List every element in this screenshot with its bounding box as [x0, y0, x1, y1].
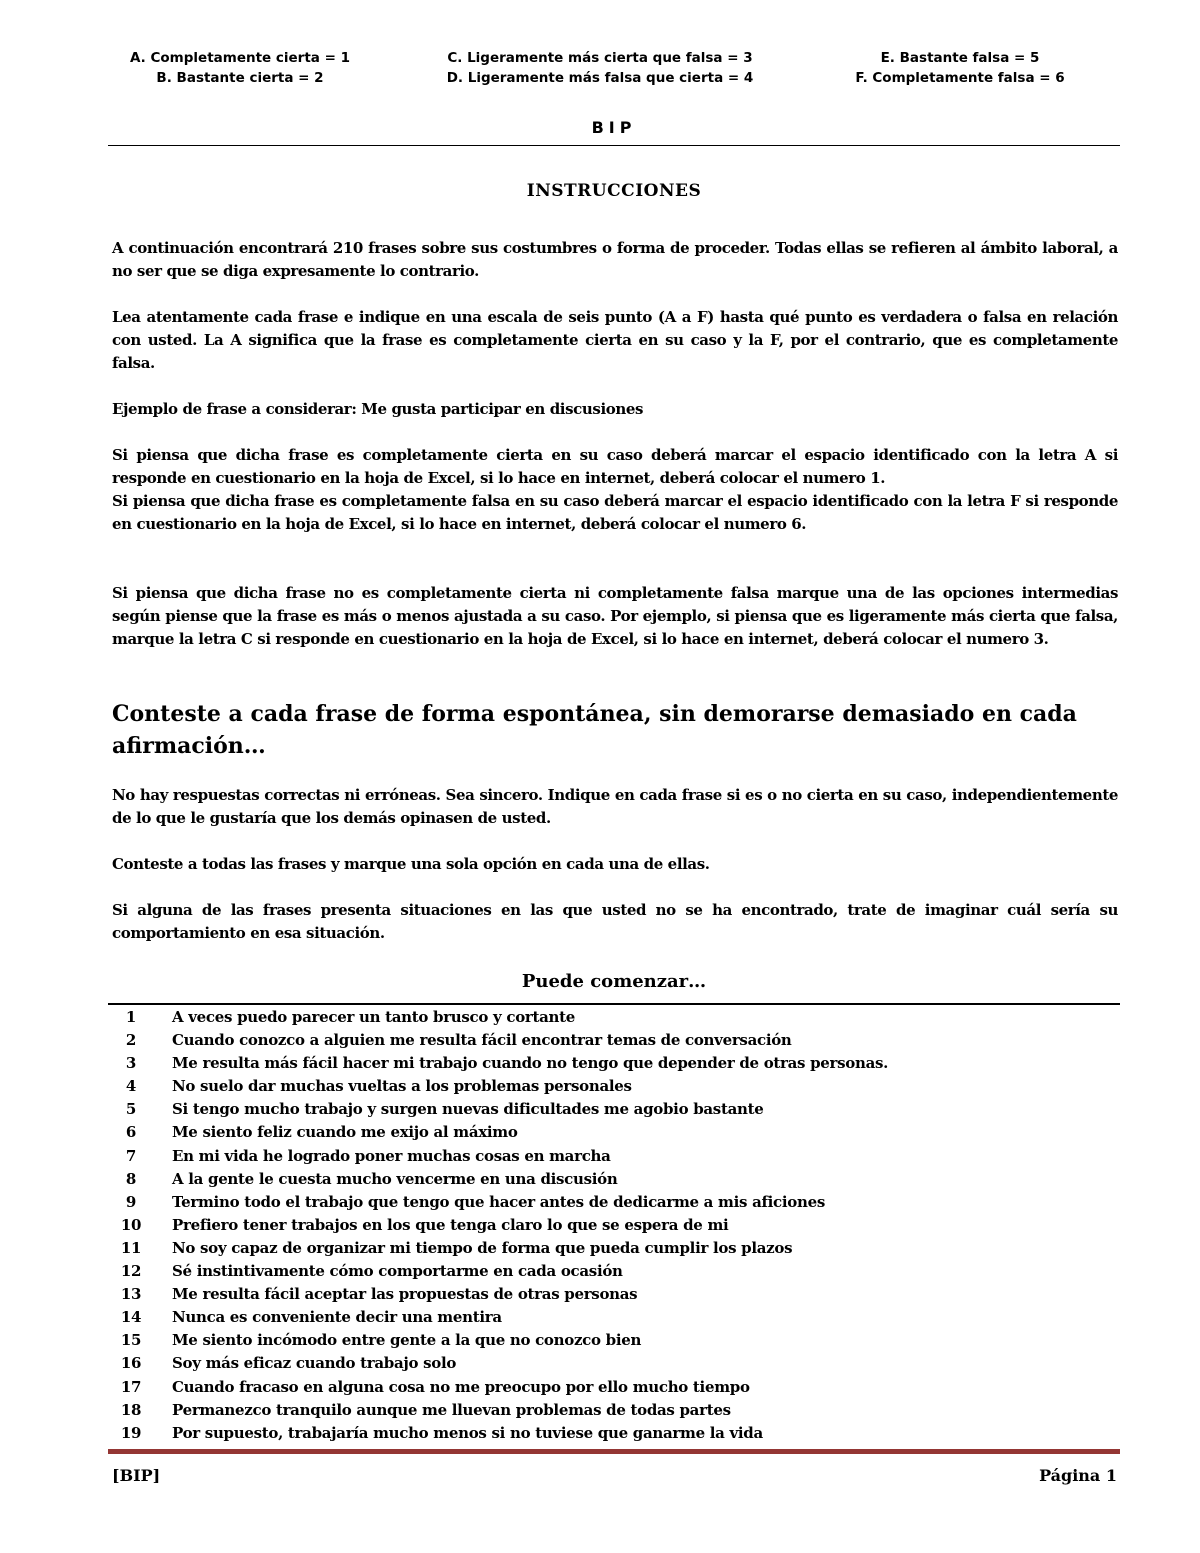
- instructions-paragraph-2: Lea atentamente cada frase e indique en una escala de seis punto (A a F) hasta qué punto es verdadera o falsa en relación con usted. La A significa que la frase es completamente cierta en su caso y la F, por el contrario, que es completamente falsa.: [112, 308, 1118, 372]
- item-text: Me resulta más fácil hacer mi trabajo cuando no tengo que depender de otras personas.: [172, 1054, 889, 1073]
- item-number: 1: [125, 1008, 137, 1026]
- item-text: Me siento incómodo entre gente a la que no conozco bien: [172, 1331, 642, 1350]
- list-item: [108, 1192, 1120, 1215]
- item-text: Termino todo el trabajo que tengo que hacer antes de dedicarme a mis aficiones: [172, 1192, 825, 1211]
- footer-document-code: [BIP]: [112, 1466, 161, 1485]
- scale-option-b: B. Bastante cierta = 2: [156, 70, 324, 86]
- list-item: [108, 1215, 1120, 1238]
- list-item: [108, 1099, 1120, 1122]
- item-number: 17: [120, 1377, 142, 1396]
- item-text: No soy capaz de organizar mi tiempo de forma que pueda cumplir los plazos: [172, 1238, 793, 1257]
- item-number: 9: [125, 1192, 137, 1211]
- item-text: A veces puedo parecer un tanto brusco y cortante: [172, 1008, 576, 1026]
- footer-page-number: Página 1: [1039, 1466, 1117, 1485]
- document-title: BIP: [591, 118, 637, 137]
- item-text: Me siento feliz cuando me exijo al máximo: [172, 1123, 518, 1142]
- item-text: Si tengo mucho trabajo y surgen nuevas dificultades me agobio bastante: [172, 1100, 764, 1119]
- instructions-paragraph-false: Si piensa que dicha frase es completamente falsa en su caso deberá marcar el espacio identificado con la letra F si responde en cuestionario en la hoja de Excel, si lo hace en internet, deberá colocar el numero 6.: [112, 492, 1118, 533]
- instructions-paragraph-answer-all: Conteste a todas las frases y marque una sola opción en cada una de ellas.: [112, 855, 710, 873]
- item-text: Permanezco tranquilo aunque me lluevan problemas de todas partes: [172, 1400, 731, 1419]
- list-item: [108, 1284, 1120, 1307]
- scale-option-a: A. Completamente cierta = 1: [129, 50, 351, 66]
- item-text: En mi vida he logrado poner muchas cosas en marcha: [172, 1146, 611, 1165]
- list-item: [108, 1353, 1120, 1376]
- item-text: Prefiero tener trabajos en los que tenga claro lo que se espera de mi: [172, 1215, 729, 1234]
- item-text: A la gente le cuesta mucho vencerme en una discusión: [172, 1169, 618, 1188]
- scale-option-e: E. Bastante falsa = 5: [880, 50, 1040, 66]
- list-item: [108, 1146, 1120, 1169]
- instructions-paragraph-true: Si piensa que dicha frase es completamente cierta en su caso deberá marcar el espacio identificado con la letra A si responde en cuestionario en la hoja de Excel, si lo hace en internet, deberá colocar el numero 1.: [112, 446, 1118, 487]
- scale-option-d: D. Ligeramente más falsa que cierta = 4: [446, 70, 754, 86]
- example-sentence: Ejemplo de frase a considerar: Me gusta participar en discusiones: [112, 400, 644, 418]
- item-number: 19: [120, 1423, 142, 1442]
- item-text: Me resulta fácil aceptar las propuestas de otras personas: [172, 1285, 638, 1304]
- list-item: [108, 1377, 1120, 1400]
- list-item: [108, 1423, 1120, 1446]
- list-item: [108, 1307, 1120, 1330]
- item-number: 2: [125, 1031, 137, 1050]
- item-number: 12: [120, 1262, 142, 1281]
- scale-option-c: C. Ligeramente más cierta que falsa = 3: [447, 50, 753, 66]
- list-item: [108, 1076, 1120, 1099]
- list-item: [108, 1330, 1120, 1353]
- item-number: 15: [120, 1331, 142, 1350]
- instructions-paragraph-imagine: Si alguna de las frases presenta situaciones en las que usted no se ha encontrado, trate de imaginar cuál sería su comportamiento en esa situación.: [112, 901, 1118, 942]
- item-text: Por supuesto, trabajaría mucho menos si no tuviese que ganarme la vida: [172, 1423, 763, 1442]
- scale-option-f: F. Completamente falsa = 6: [855, 70, 1065, 86]
- title-divider: [108, 145, 1120, 146]
- instructions-paragraph-1: A continuación encontrará 210 frases sobre sus costumbres o forma de proceder. Todas ellas se refieren al ámbito laboral, a no ser que se diga expresamente lo contrario.: [112, 239, 1118, 280]
- item-number: 5: [125, 1100, 137, 1119]
- footer-bar: [108, 1449, 1120, 1454]
- item-number: 16: [120, 1354, 142, 1373]
- items-divider: [108, 1003, 1120, 1005]
- list-item: [108, 1053, 1120, 1076]
- item-text: Cuando conozco a alguien me resulta fácil encontrar temas de conversación: [172, 1031, 792, 1050]
- list-item: [108, 1261, 1120, 1284]
- item-number: 4: [125, 1077, 137, 1096]
- instructions-paragraph-sincere: No hay respuestas correctas ni erróneas. Sea sincero. Indique en cada frase si es o no cierta en su caso, independientemente de lo que le gustaría que los demás opinasen de usted.: [112, 786, 1118, 827]
- item-text: Soy más eficaz cuando trabajo solo: [172, 1354, 457, 1373]
- list-item: [108, 1122, 1120, 1145]
- item-number: 7: [125, 1146, 137, 1165]
- item-number: 3: [125, 1054, 137, 1073]
- item-number: 6: [125, 1123, 137, 1142]
- questionnaire-items: [108, 1007, 1120, 1446]
- item-number: 13: [120, 1285, 142, 1304]
- item-text: Nunca es conveniente decir una mentira: [172, 1308, 502, 1327]
- item-number: 8: [125, 1169, 137, 1188]
- list-item: [108, 1400, 1120, 1423]
- item-number: 10: [120, 1215, 142, 1234]
- item-text: Sé instintivamente cómo comportarme en cada ocasión: [172, 1262, 623, 1281]
- spontaneous-callout: Conteste a cada frase de forma espontánea, sin demorarse demasiado en cada afirmación…: [112, 701, 1077, 759]
- item-number: 11: [120, 1238, 142, 1257]
- instructions-paragraph-intermediate: Si piensa que dicha frase no es completamente cierta ni completamente falsa marque una de las opciones intermedias según piense que la frase es más o menos ajustada a su caso. Por ejemplo, si piensa que es ligeramente más cierta que falsa, marque la letra C si responde en cuestionario en la hoja de Excel, si lo hace en internet, deberá colocar el numero 3.: [112, 584, 1118, 648]
- start-heading: Puede comenzar…: [521, 971, 707, 992]
- list-item: [108, 1007, 1120, 1030]
- item-number: 18: [120, 1400, 142, 1419]
- item-text: No suelo dar muchas vueltas a los problemas personales: [172, 1077, 632, 1096]
- response-scale-legend: [60, 50, 1140, 86]
- instructions-heading: INSTRUCCIONES: [526, 181, 702, 201]
- list-item: [108, 1030, 1120, 1053]
- item-text: Cuando fracaso en alguna cosa no me preocupo por ello mucho tiempo: [172, 1377, 750, 1396]
- list-item: [108, 1169, 1120, 1192]
- list-item: [108, 1238, 1120, 1261]
- item-number: 14: [120, 1308, 142, 1327]
